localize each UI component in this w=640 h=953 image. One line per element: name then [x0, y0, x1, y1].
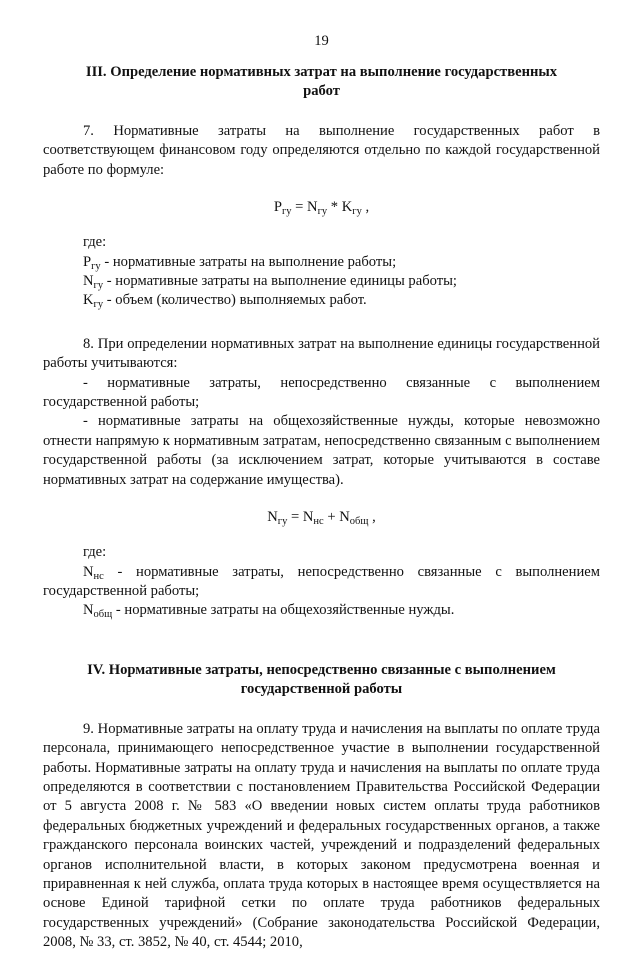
formula-term2: K	[341, 199, 353, 216]
where-label: где:	[83, 234, 107, 251]
section-3-title-line1: III. Определение нормативных затрат на выполнение государственных	[85, 64, 558, 80]
section-4-title-line1: IV. Нормативные затраты, непосредственно связанные с выполнением	[87, 661, 556, 678]
section-4-title-line2: государственной работы	[240, 680, 403, 697]
formula-term1-sub: нс	[313, 516, 324, 528]
def-text: - нормативные затраты на выполнение единицы работы;	[103, 273, 457, 290]
def-text: - нормативные затраты на общехозяйственные нужды.	[112, 602, 455, 619]
def-symbol-sub: гу	[91, 260, 101, 272]
formula-n-gu	[43, 507, 600, 527]
formula-eq: =	[287, 509, 303, 526]
formula-term1-sub: гу	[317, 206, 328, 218]
def-symbol-sub: нс	[93, 570, 104, 582]
formula-operator: +	[323, 509, 340, 526]
def-symbol: K	[83, 292, 94, 309]
def-text: - объем (количество) выполняемых работ.	[103, 292, 367, 309]
def-symbol: N	[83, 602, 94, 619]
paragraph-8-item-2: - нормативные затраты на общехозяйственные нужды, которые невозможно отнести напрямую к нормативным затратам, непосредственно связанным с выполнением государственной работы (за исключением затрат, которые учитываются в составе нормативных затрат на содержание имущества).	[43, 413, 600, 488]
paragraph-8-intro: 8. При определении нормативных затрат на выполнение единицы государственной работы учитываются:	[43, 335, 600, 372]
formula-lhs: N	[267, 509, 278, 526]
document-page	[43, 32, 600, 953]
def-symbol: P	[83, 253, 92, 270]
def-symbol: N	[83, 563, 94, 580]
definition-n-obsh	[43, 601, 600, 620]
formula-lhs-sub: гу	[281, 206, 292, 218]
def-symbol-sub: общ	[93, 609, 113, 621]
page-number: 19	[314, 33, 329, 49]
section-3-title	[43, 63, 600, 101]
definition-p-gu	[83, 253, 600, 272]
formula-lhs: P	[273, 199, 282, 216]
paragraph-9: 9. Нормативные затраты на оплату труда и начисления на выплаты по оплате труда персонала, принимающего непосредственное участие в выполнении государственной работы. Нормативные затраты на оплату труда и начисления на выплаты по оплате труда определяются в соответствии с постановлением Правительства Российской Федерации от 5 августа 2008 г. № 583 «О введении новых систем оплаты труда работников федеральных бюджетных учреждений и федеральных государственных органов, а также гражданского персонала воинских частей, учреждений и подразделений федеральных органов исполнительной власти, в которых законом предусмотрена военная и приравненная к ней служба, оплата труда которых в настоящее время осуществляется на основе Единой тарифной сетки по оплате труда работников федеральных государственных учреждений» (Собрание законодательства Российской Федерации, 2008, № 33, ст. 3852, № 40, ст. 4544; 2010,	[43, 720, 600, 951]
def-symbol: N	[83, 273, 94, 290]
para-7-definitions	[43, 233, 600, 311]
definition-n-nc	[43, 563, 600, 602]
formula-term1: N	[302, 509, 314, 526]
paragraph-7: 7. Нормативные затраты на выполнение государственных работ в соответствующем финансовом году определяются отдельно по каждой государственной работе по формуле:	[43, 123, 600, 178]
definition-n-gu	[83, 272, 600, 291]
def-text: - нормативные затраты на выполнение работы;	[100, 253, 397, 270]
formula-term2-sub: общ	[349, 516, 369, 528]
formula-operator: *	[327, 199, 342, 216]
where-label: где:	[83, 544, 107, 561]
formula-tail: ,	[361, 199, 370, 216]
def-text: - нормативные затраты, непосредственно связанные с выполнением государственной работы;	[43, 563, 600, 599]
formula-eq: =	[291, 199, 308, 216]
para-8-definitions	[43, 543, 600, 621]
definition-k-gu	[83, 291, 600, 310]
section-4-title	[43, 661, 600, 699]
section-3-title-line2: работ	[303, 83, 340, 99]
def-symbol-sub: гу	[93, 299, 104, 311]
formula-lhs-sub: гу	[277, 516, 288, 528]
formula-term2: N	[339, 509, 350, 526]
formula-p-gu	[43, 197, 600, 217]
paragraph-8-item-1: - нормативные затраты, непосредственно связанные с выполнением государственной работы;	[43, 374, 600, 411]
formula-tail: ,	[368, 509, 376, 526]
formula-term2-sub: гу	[352, 206, 362, 218]
def-symbol-sub: гу	[93, 280, 104, 292]
formula-term1: N	[307, 199, 318, 216]
